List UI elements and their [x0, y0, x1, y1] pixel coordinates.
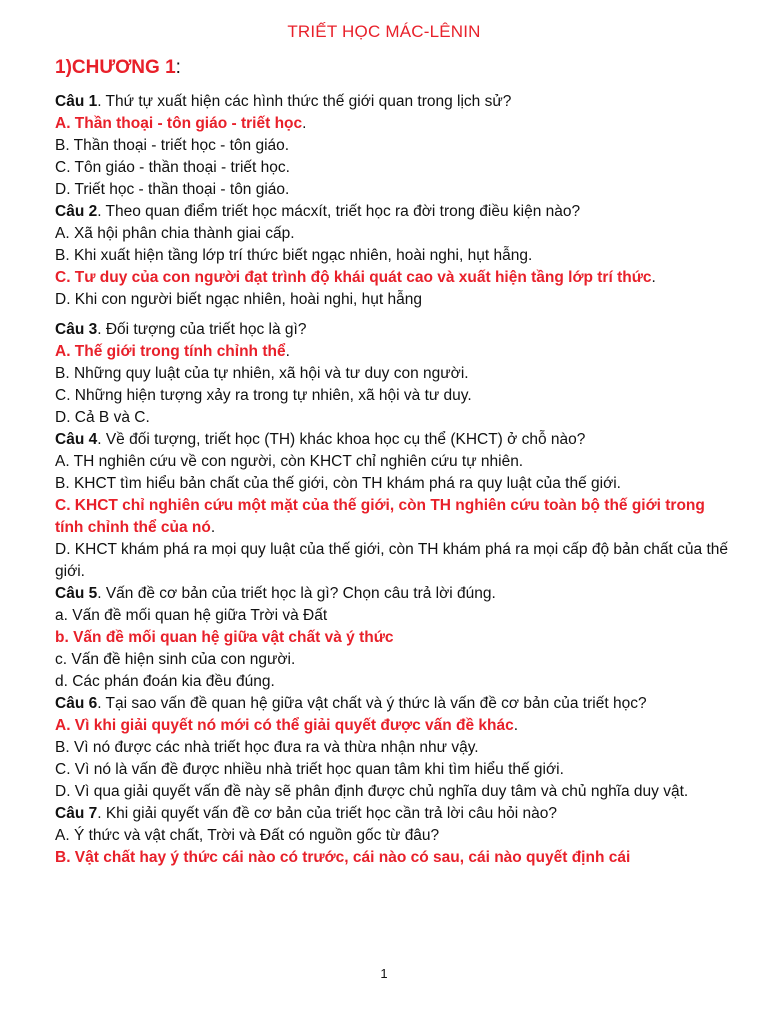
answer-option: D. Triết học - thần thoại - tôn giáo.	[55, 181, 290, 198]
correct-answer: A. Thế giới trong tính chỉnh thể.	[55, 343, 290, 360]
question-3	[55, 319, 735, 341]
answer-option: c. Vấn đề hiện sinh của con người.	[55, 651, 296, 668]
page-number: 1	[380, 966, 388, 981]
correct-answer: A. Vì khi giải quyết nó mới có thể giải quyết được vấn đề khác.	[55, 717, 519, 734]
question-text: . Khi giải quyết vấn đề cơ bản của triết học cần trả lời câu hỏi nào?	[97, 805, 557, 822]
question-7	[55, 803, 735, 825]
correct-answer: C. KHCT chỉ nghiên cứu một mặt của thế giới, còn TH nghiên cứu toàn bộ thế giới trong tính chỉnh thể của nó.	[55, 497, 705, 536]
question-number: Câu 4	[55, 431, 98, 448]
answer-option: C. Những hiện tượng xảy ra trong tự nhiên, xã hội và tư duy.	[55, 387, 472, 404]
question-text: . Vấn đề cơ bản của triết học là gì? Chọn câu trả lời đúng	[97, 585, 492, 602]
question-text: . Về đối tượng, triết học (TH) khác khoa học cụ thể (KHCT) ở chỗ nào?	[97, 431, 586, 448]
correct-answer: A. Thần thoại - tôn giáo - triết học.	[55, 115, 307, 132]
answer-option: C. Tôn giáo - thần thoại - triết học.	[55, 159, 290, 176]
answer-option: D. Cả B và C.	[55, 409, 150, 426]
answer-option: B. KHCT tìm hiểu bản chất của thế giới, còn TH khám phá ra quy luật của thế giới.	[55, 475, 621, 492]
answer-option: C. Vì nó là vấn đề được nhiều nhà triết học quan tâm khi tìm hiểu thế giới.	[55, 761, 564, 778]
document-title: TRIẾT HỌC MÁC-LÊNIN	[287, 22, 481, 41]
question-text: . Thứ tự xuất hiện các hình thức thế giới quan trong lịch sử?	[97, 93, 512, 110]
question-number: Câu 6	[55, 695, 98, 712]
question-2	[55, 201, 735, 223]
question-number: Câu 7	[55, 805, 98, 822]
answer-option: A. Xã hội phân chia thành giai cấp.	[55, 225, 295, 242]
question-number: Câu 1	[55, 93, 98, 110]
question-number: Câu 3	[55, 321, 98, 338]
correct-answer: C. Tư duy của con người đạt trình độ khái quát cao và xuất hiện tầng lớp trí thức.	[55, 269, 656, 286]
answer-option: a. Vấn đề mối quan hệ giữa Trời và Đất	[55, 607, 328, 624]
answer-option: B. Vì nó được các nhà triết học đưa ra và thừa nhận như vậy.	[55, 739, 479, 756]
question-text: . Theo quan điểm triết học mácxít, triết học ra đời trong điều kiện nào?	[97, 203, 581, 220]
correct-answer: B. Vật chất hay ý thức cái nào có trước, cái nào có sau, cái nào quyết định cái	[55, 849, 631, 866]
question-number: Câu 2	[55, 203, 98, 220]
chapter-label: 1)CHƯƠNG 1	[55, 57, 176, 78]
question-6	[55, 693, 735, 715]
correct-answer: b. Vấn đề mối quan hệ giữa vật chất và ý thức	[55, 629, 394, 646]
spacer	[55, 311, 735, 319]
chapter-colon: :	[175, 57, 181, 78]
question-text: . Đối tượng của triết học là gì?	[97, 321, 307, 338]
question-5: Câu 5. Vấn đề cơ bản của triết học là gì? Chọn câu trả lời đúng.	[55, 585, 496, 602]
question-list	[55, 91, 735, 869]
answer-option: B. Khi xuất hiện tầng lớp trí thức biết ngạc nhiên, hoài nghi, hụt hẫng.	[55, 247, 533, 264]
question-number: Câu 5	[55, 585, 98, 602]
answer-option: B. Những quy luật của tự nhiên, xã hội và tư duy con người.	[55, 365, 469, 382]
question-1	[55, 91, 735, 113]
chapter-heading	[55, 57, 181, 79]
answer-option: d. Các phán đoán kia đều đúng.	[55, 673, 275, 690]
answer-option: A. TH nghiên cứu về con người, còn KHCT chỉ nghiên cứu tự nhiên.	[55, 453, 524, 470]
answer-option: B. Thần thoại - triết học - tôn giáo.	[55, 137, 290, 154]
answer-option: D. KHCT khám phá ra mọi quy luật của thế giới, còn TH khám phá ra mọi cấp độ bản chất của thế giới.	[55, 541, 728, 580]
question-4	[55, 429, 735, 451]
answer-option: D. Vì qua giải quyết vấn đề này sẽ phân định được chủ nghĩa duy tâm và chủ nghĩa duy vật.	[55, 783, 689, 800]
answer-option: A. Ý thức và vật chất, Trời và Đất có nguồn gốc từ đâu?	[55, 827, 440, 844]
answer-option: D. Khi con người biết ngạc nhiên, hoài nghi, hụt hẫng	[55, 291, 422, 308]
question-text: . Tại sao vấn đề quan hệ giữa vật chất và ý thức là vấn đề cơ bản của triết học?	[97, 695, 647, 712]
